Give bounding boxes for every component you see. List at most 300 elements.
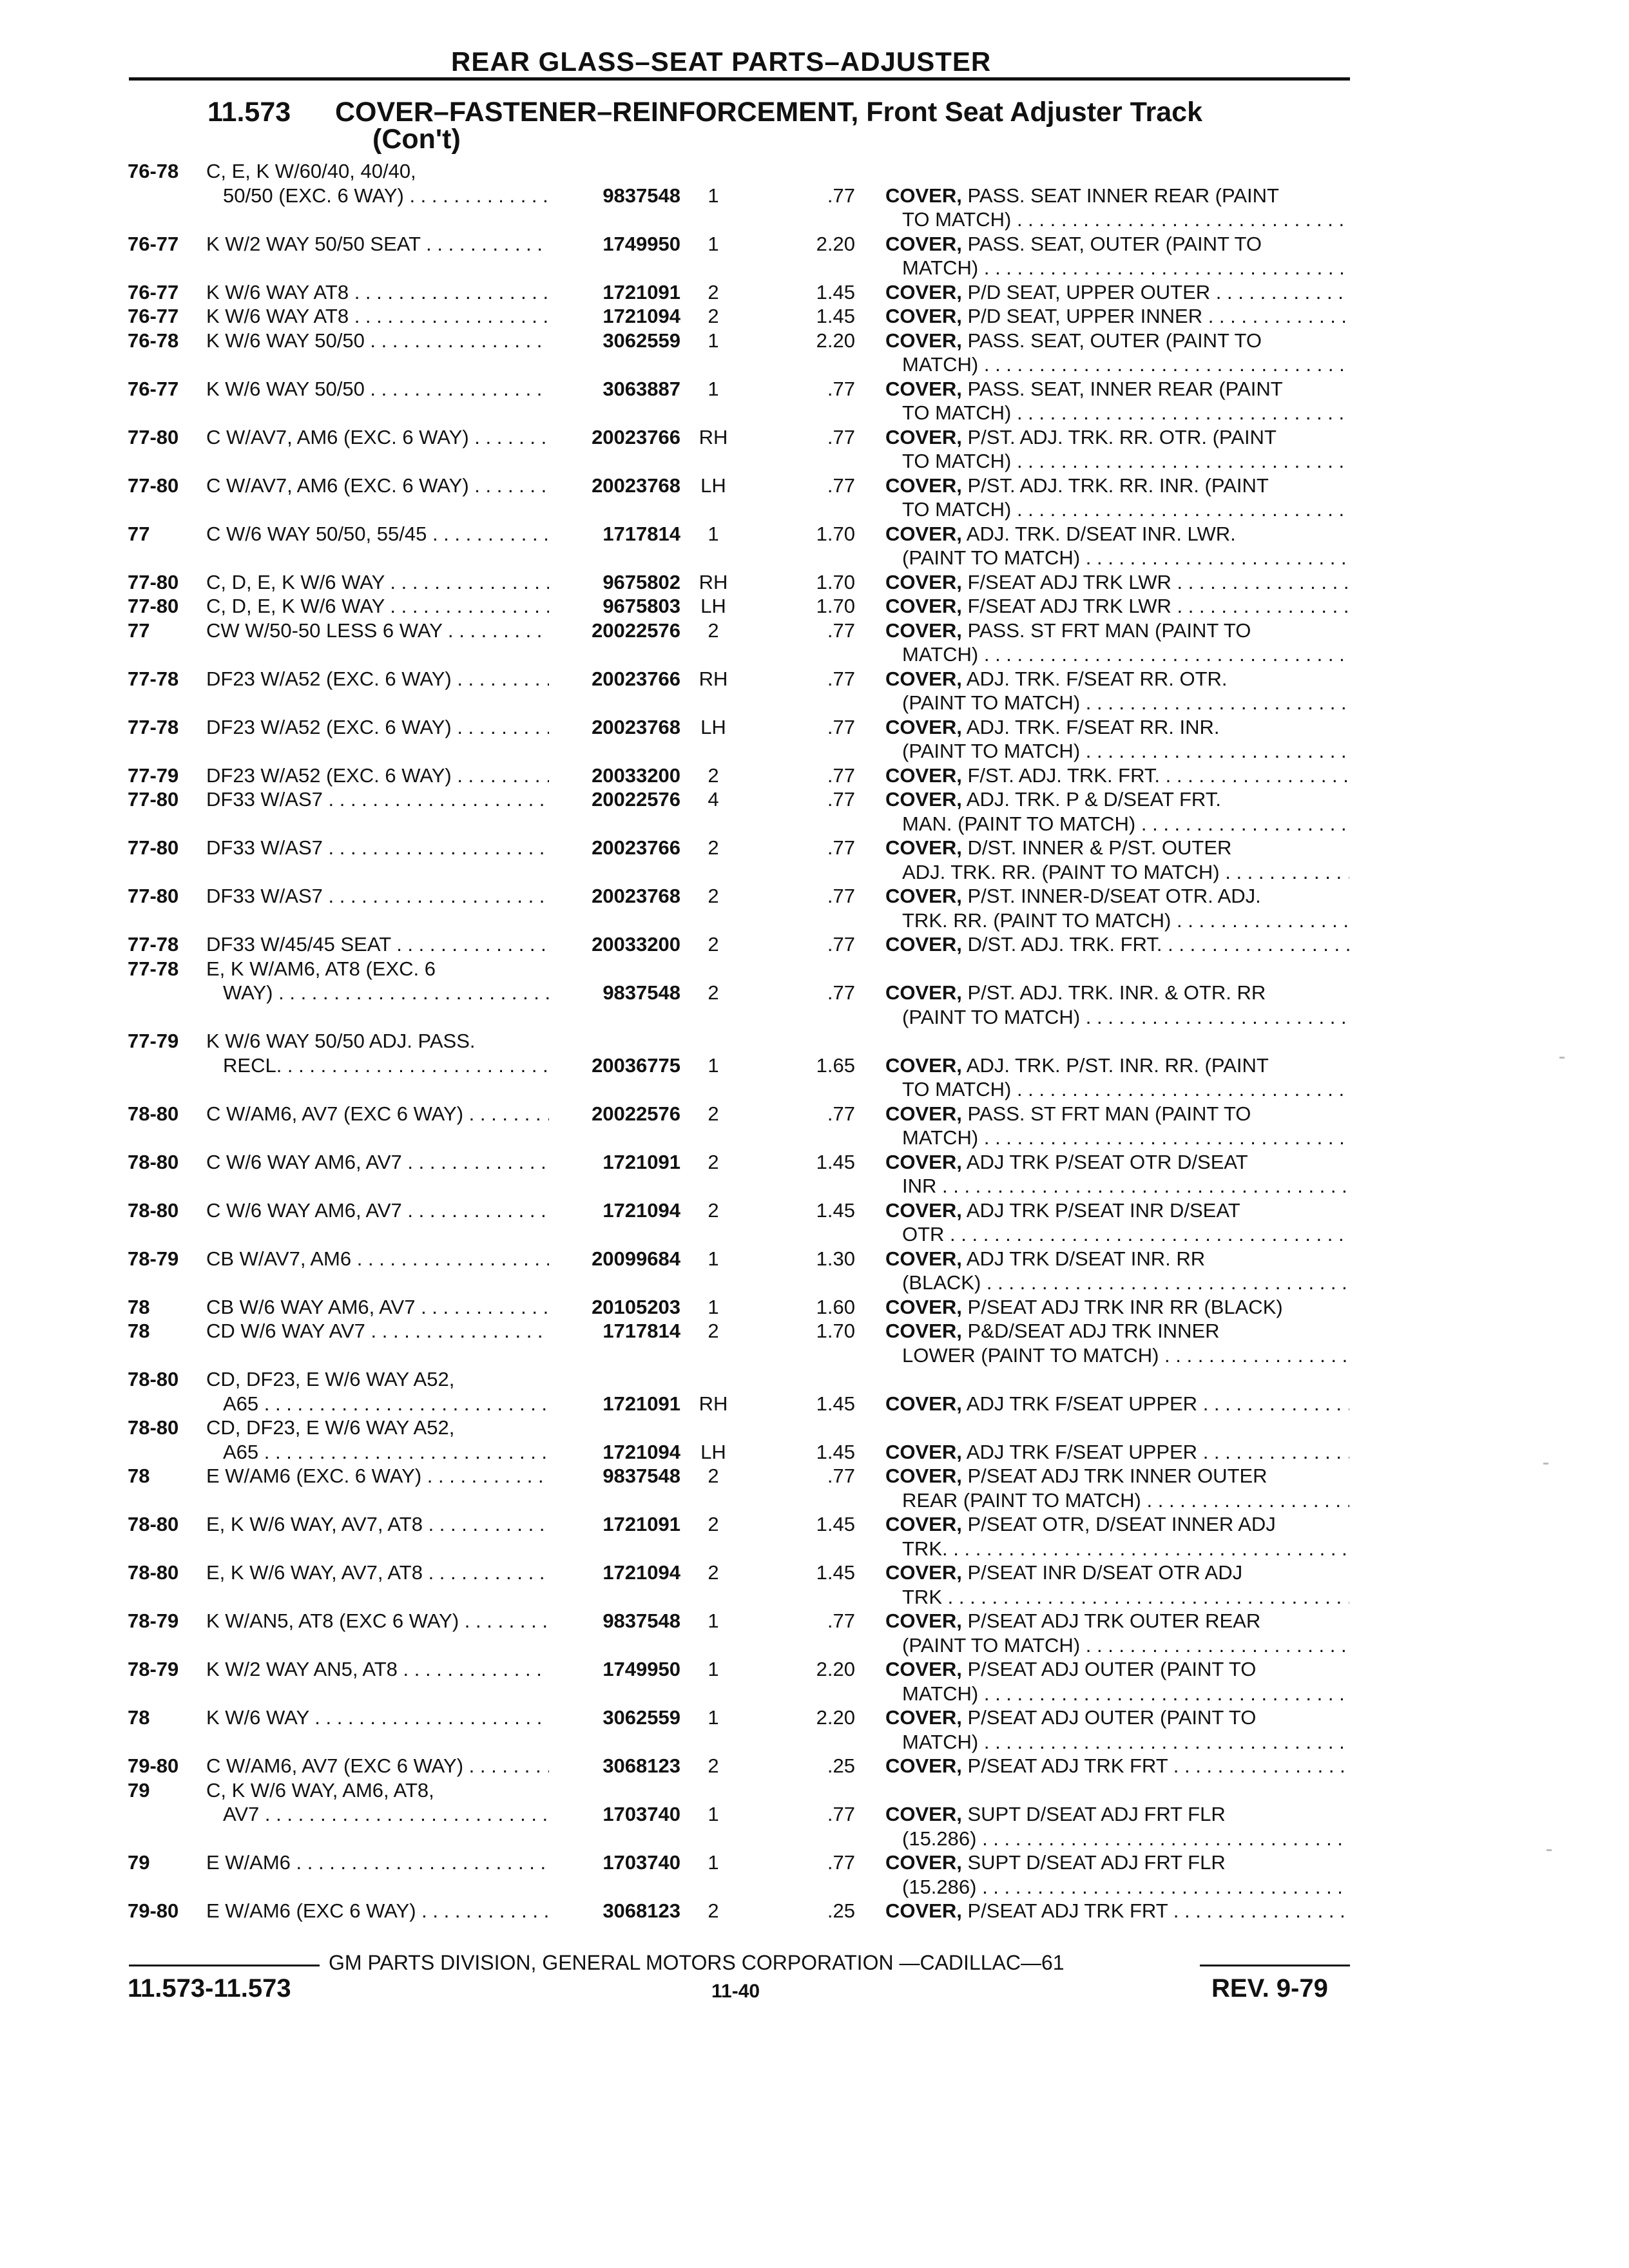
model-years: 77-78 [128,667,179,690]
application-text: CD W/6 WAY AV7 [206,1320,365,1342]
table-row [0,1827,1629,1851]
part-name [902,1343,1349,1368]
part-name [902,1585,1349,1610]
table-row [0,739,1629,764]
application-text: DF33 W/AS7 [206,788,323,811]
price: 1.60 [816,1295,855,1318]
part-name-text: ADJ TRK F/SEAT UPPER [961,1440,1198,1463]
application-text: E W/AM6 (EXC 6 WAY) [206,1899,416,1922]
part-name [902,1537,1349,1561]
part-name [885,474,1349,498]
table-row [0,1899,1629,1923]
part-number: 1721094 [602,1440,680,1463]
scan-speck [1543,1463,1548,1465]
table-row [0,352,1629,377]
part-number: 9837548 [602,1610,680,1632]
price: 1.45 [816,280,855,303]
part-number: 1703740 [602,1851,680,1874]
part-name-text: TRK. [902,1537,948,1560]
price: .77 [827,885,855,907]
part-number: 20022576 [592,619,680,642]
part-name-keyword: COVER, [885,1658,962,1680]
part-name [885,667,1349,691]
part-name-text: P/SEAT ADJ TRK FRT [961,1899,1168,1922]
part-name-keyword: COVER, [885,474,962,497]
part-name-text: ADJ. TRK. P/ST. INR. RR. (PAINT [961,1053,1269,1077]
part-name [885,1512,1349,1537]
part-name [885,1899,1349,1923]
model-years: 76-77 [128,305,179,327]
part-name-text: PASS. SEAT INNER REAR (PAINT [961,184,1279,207]
part-name [885,184,1349,208]
model-years: 77 [128,522,150,545]
application-text: DF23 W/A52 (EXC. 6 WAY) [206,764,452,787]
application-desc [206,619,549,643]
table-row [0,1343,1629,1368]
part-name [902,1174,1349,1198]
part-number: 1721094 [602,305,680,327]
application-text: C, E, K W/60/40, 40/40, [206,160,416,182]
part-name-keyword: COVER, [885,329,962,352]
table-row [0,401,1629,425]
application-text: C, D, E, K W/6 WAY [206,595,385,617]
quantity: 4 [708,788,719,811]
application-desc [206,1609,549,1633]
price: .77 [827,1803,855,1825]
part-name [902,1222,1349,1247]
application-desc [206,425,549,450]
quantity: 1 [708,1610,719,1632]
application-text: C, K W/6 WAY, AM6, AT8, [206,1778,434,1802]
table-row [0,522,1629,546]
part-name-keyword: COVER, [885,836,962,859]
part-name-text: P/SEAT ADJ OUTER (PAINT TO [961,1658,1257,1680]
price: .25 [827,1754,855,1777]
application-text: C W/6 WAY AM6, AV7 [206,1150,402,1173]
part-name-text: P/SEAT ADJ OUTER (PAINT TO [961,1706,1257,1729]
footer-revision: REV. 9-79 [1211,1974,1328,2003]
application-text: E W/AM6 (EXC. 6 WAY) [206,1465,422,1487]
table-row [0,1537,1629,1561]
price: 2.20 [816,329,855,352]
price: 1.70 [816,522,855,545]
part-name-keyword: COVER, [885,1513,962,1535]
part-name-keyword: COVER, [885,1465,962,1487]
application-desc [206,932,549,957]
table-row [0,715,1629,740]
application-desc [206,304,549,329]
part-name-keyword: COVER, [885,425,962,448]
part-number: 20022576 [592,788,680,811]
part-name [885,1150,1349,1175]
quantity: 1 [708,1658,719,1680]
model-years: 77-80 [128,788,179,811]
part-name-text: P/SEAT OTR, D/SEAT INNER ADJ [961,1513,1276,1535]
part-name [885,329,1349,353]
part-name-keyword: COVER, [885,377,962,400]
application-text: C, D, E, K W/6 WAY [206,570,385,593]
part-name [902,812,1349,836]
application-text: K W/AN5, AT8 (EXC 6 WAY) [206,1610,459,1632]
table-row [0,570,1629,595]
price: 1.45 [816,1561,855,1584]
part-name-text: SUPT D/SEAT ADJ FRT FLR [961,1851,1226,1874]
part-name-keyword: COVER, [885,1803,962,1825]
application-text: C W/AV7, AM6 (EXC. 6 WAY) [206,425,469,448]
part-name-text: F/ST. ADJ. TRK. FRT. [961,764,1161,787]
table-row [0,474,1629,498]
part-number: 1721091 [602,1150,680,1173]
table-row [0,449,1629,474]
table-row [0,1005,1629,1030]
part-name-text: MATCH) [902,256,979,279]
part-name-keyword: COVER, [885,570,962,593]
price: .77 [827,933,855,956]
price: .77 [827,836,855,859]
table-row [0,159,1629,184]
part-name [885,715,1349,740]
part-name-text: TO MATCH) [902,450,1012,472]
part-name [902,256,1349,280]
quantity: 1 [708,522,719,545]
quantity: LH [700,595,726,617]
model-years: 76-78 [128,329,179,352]
part-name-text: MATCH) [902,353,979,376]
part-name [902,449,1349,474]
part-number: 20036775 [592,1053,680,1077]
price: .77 [827,715,855,738]
quantity: 1 [708,1295,719,1318]
part-number: 20023766 [592,836,680,859]
part-number: 3062559 [602,1706,680,1729]
price: .77 [827,425,855,448]
application-desc [206,1150,549,1175]
application-text: C W/AV7, AM6 (EXC. 6 WAY) [206,474,469,497]
application-text: AV7 [223,1803,260,1825]
part-name-keyword: COVER, [885,1899,962,1922]
model-years: 77-80 [128,595,179,617]
application-text: A65 [223,1440,259,1463]
part-number: 9837548 [602,184,680,207]
part-name [902,691,1349,715]
application-desc [206,1899,549,1923]
application-text: K W/6 WAY 50/50 [206,329,365,352]
quantity: 2 [708,280,719,303]
application-text: CD, DF23, E W/6 WAY A52, [206,1416,455,1439]
part-name-keyword: COVER, [885,1851,962,1874]
part-name [885,884,1349,908]
model-years: 77-78 [128,957,179,980]
application-text: WAY) [223,981,273,1004]
part-name-text: ADJ TRK F/SEAT UPPER [961,1392,1198,1415]
scan-speck [1547,1849,1552,1851]
part-name-keyword: COVER, [885,619,962,642]
table-row [0,764,1629,788]
table-row [0,1440,1629,1465]
quantity: 1 [708,1706,719,1729]
part-name [902,546,1349,570]
quantity: RH [699,570,728,593]
table-row [0,1029,1629,1053]
price: .77 [827,619,855,642]
part-number: 1749950 [602,1658,680,1680]
application-text: DF33 W/AS7 [206,885,323,907]
quantity: 2 [708,1465,719,1487]
quantity: LH [700,1440,726,1463]
table-row [0,497,1629,522]
part-name-text: (15.286) [902,1827,977,1850]
application-text: E, K W/6 WAY, AV7, AT8 [206,1513,423,1535]
quantity: 1 [708,1803,719,1825]
table-row [0,184,1629,208]
part-name [885,981,1349,1005]
quantity: 2 [708,1198,719,1222]
part-name-text: P/ST. ADJ. TRK. RR. INR. (PAINT [961,474,1269,497]
table-row [0,1778,1629,1803]
model-years: 78-79 [128,1247,179,1270]
part-name [902,1126,1349,1150]
part-name-text: PASS. SEAT, OUTER (PAINT TO [961,329,1262,352]
price: .25 [827,1899,855,1922]
part-number: 20105203 [592,1295,680,1318]
part-number: 9675803 [602,595,680,617]
quantity: 1 [708,1247,719,1270]
application-desc [206,1416,549,1440]
quantity: 1 [708,184,719,207]
part-name-keyword: COVER, [885,885,962,907]
part-name [902,1077,1349,1102]
part-name-keyword: COVER, [885,305,962,327]
table-row [0,619,1629,643]
part-name-keyword: COVER, [885,764,962,787]
table-row [0,1464,1629,1488]
application-desc [206,764,549,788]
part-name-text: PASS. ST FRT MAN (PAINT TO [961,619,1251,642]
application-text: DF33 W/45/45 SEAT [206,933,391,956]
application-desc [223,1053,549,1078]
section-title-detail: Front Seat Adjuster Track [858,97,1203,128]
quantity: 2 [708,933,719,956]
part-name-text: LOWER (PAINT TO MATCH) [902,1343,1159,1367]
table-row [0,1754,1629,1778]
quantity: 2 [708,1102,719,1125]
application-text: CD, DF23, E W/6 WAY A52, [206,1368,455,1390]
application-desc [206,232,549,256]
part-name-text: (PAINT TO MATCH) [902,546,1081,569]
price: 2.20 [816,1706,855,1729]
table-row [0,1730,1629,1754]
part-name-keyword: COVER, [885,1754,962,1777]
table-row [0,1077,1629,1102]
application-desc [206,836,549,860]
part-name [885,377,1349,401]
application-text: C W/AM6, AV7 (EXC 6 WAY) [206,1754,464,1777]
application-desc [206,159,549,184]
application-desc [206,1561,549,1585]
price: 2.20 [816,232,855,255]
part-name-text: (BLACK) [902,1271,981,1294]
part-name [885,304,1349,329]
table-row [0,1295,1629,1320]
section-title [335,97,1202,128]
application-desc [206,1319,549,1343]
model-years: 77-80 [128,885,179,907]
table-row [0,1102,1629,1126]
model-years: 78 [128,1465,150,1487]
application-desc [206,522,549,546]
quantity: LH [700,715,726,738]
price: 1.45 [816,305,855,327]
quantity: 2 [708,1150,719,1173]
table-row [0,1126,1629,1150]
footer-rule-left [129,1965,320,1966]
part-name-keyword: COVER, [885,933,962,956]
part-name-text: TRK [902,1585,942,1608]
quantity: 2 [708,1513,719,1535]
table-row [0,594,1629,619]
part-name [885,1657,1349,1682]
model-years: 78-80 [128,1368,179,1390]
part-name [885,1053,1349,1078]
application-text: RECL. [223,1053,282,1077]
model-years: 76-77 [128,377,179,400]
model-years: 78 [128,1706,150,1729]
model-years: 78 [128,1320,150,1342]
part-name-keyword: COVER, [885,1392,962,1415]
part-name-text: MAN. (PAINT TO MATCH) [902,812,1136,835]
application-text: K W/2 WAY AN5, AT8 [206,1658,398,1680]
section-title-main: COVER–FASTENER–REINFORCEMENT, [335,97,859,128]
quantity: RH [699,1392,728,1415]
price: 1.45 [816,1198,855,1222]
part-name [902,860,1349,885]
footer-rule-right [1200,1965,1350,1966]
application-desc [206,787,549,812]
part-name [902,1730,1349,1754]
price: .77 [827,667,855,690]
model-years: 78-80 [128,1561,179,1584]
part-name [885,1464,1349,1488]
part-name-text: F/SEAT ADJ TRK LWR [961,595,1171,617]
model-years: 78-80 [128,1416,179,1439]
part-number: 20022576 [592,1102,680,1125]
part-name [902,642,1349,667]
part-name-keyword: COVER, [885,280,962,303]
part-name-keyword: COVER, [885,1150,962,1173]
quantity: RH [699,425,728,448]
table-row [0,884,1629,908]
part-name-text: P&D/SEAT ADJ TRK INNER [961,1320,1220,1342]
part-name-text: ADJ. TRK. F/SEAT RR. OTR. [961,667,1228,690]
part-name-text: ADJ TRK P/SEAT INR D/SEAT [961,1198,1240,1222]
part-number: 20033200 [592,764,680,787]
quantity: 2 [708,885,719,907]
part-name-text: (PAINT TO MATCH) [902,1633,1081,1657]
part-name-keyword: COVER, [885,1706,962,1729]
section-subtitle: (Con't) [372,124,461,155]
application-desc [223,1392,549,1416]
table-row [0,642,1629,667]
table-row [0,1053,1629,1078]
model-years: 78 [128,1295,150,1318]
application-desc [206,1464,549,1488]
part-name-keyword: COVER, [885,1295,962,1318]
part-name [885,1102,1349,1126]
application-text: K W/6 WAY [206,1706,309,1729]
part-name-text: F/SEAT ADJ TRK LWR [961,570,1171,593]
price: .77 [827,184,855,207]
table-row [0,1319,1629,1343]
model-years: 77-78 [128,933,179,956]
table-row [0,836,1629,860]
part-name [885,764,1349,788]
part-name [885,594,1349,619]
parts-list [0,159,1629,1923]
table-row [0,908,1629,933]
part-name-keyword: COVER, [885,1247,962,1270]
part-name-keyword: COVER, [885,1610,962,1632]
application-desc [206,1029,549,1053]
part-name [885,1319,1349,1343]
application-desc [223,981,549,1005]
price: 1.45 [816,1150,855,1173]
table-row [0,1222,1629,1247]
quantity: 1 [708,1851,719,1874]
table-row [0,546,1629,570]
application-desc [206,1706,549,1730]
part-name-text: ADJ. TRK. D/SEAT INR. LWR. [961,522,1236,545]
part-name [885,522,1349,546]
application-text: C W/6 WAY AM6, AV7 [206,1198,402,1222]
part-name [885,1198,1349,1223]
table-row [0,280,1629,305]
section-number: 11.573 [207,97,291,128]
price: .77 [827,1102,855,1125]
model-years: 77-79 [128,764,179,787]
part-number: 20023768 [592,474,680,497]
part-name-text: (PAINT TO MATCH) [902,740,1081,762]
part-number: 20023766 [592,425,680,448]
part-name-keyword: COVER, [885,981,962,1004]
part-name-keyword: COVER, [885,595,962,617]
part-name-text: D/ST. ADJ. TRK. FRT. [961,933,1162,956]
application-text: K W/6 WAY 50/50 ADJ. PASS. [206,1030,476,1052]
application-text: CW W/50-50 LESS 6 WAY [206,619,443,642]
part-name-text: TO MATCH) [902,401,1012,424]
application-desc [206,1198,549,1223]
model-years: 78-79 [128,1658,179,1680]
model-years: 77-80 [128,425,179,448]
part-number: 1703740 [602,1803,680,1825]
part-name [902,1682,1349,1706]
part-number: 3063887 [602,377,680,400]
part-number: 20023768 [592,715,680,738]
table-row [0,1512,1629,1537]
price: 1.70 [816,1320,855,1342]
application-text: DF23 W/A52 (EXC. 6 WAY) [206,667,452,690]
quantity: 2 [708,836,719,859]
part-number: 3062559 [602,329,680,352]
part-name [885,1850,1349,1875]
model-years: 76-78 [128,160,179,182]
application-desc [223,184,549,208]
table-row [0,1850,1629,1875]
part-number: 1721094 [602,1561,680,1584]
table-row [0,256,1629,280]
price: 1.30 [816,1247,855,1270]
model-years: 77-79 [128,1030,179,1052]
part-number: 20023766 [592,667,680,690]
